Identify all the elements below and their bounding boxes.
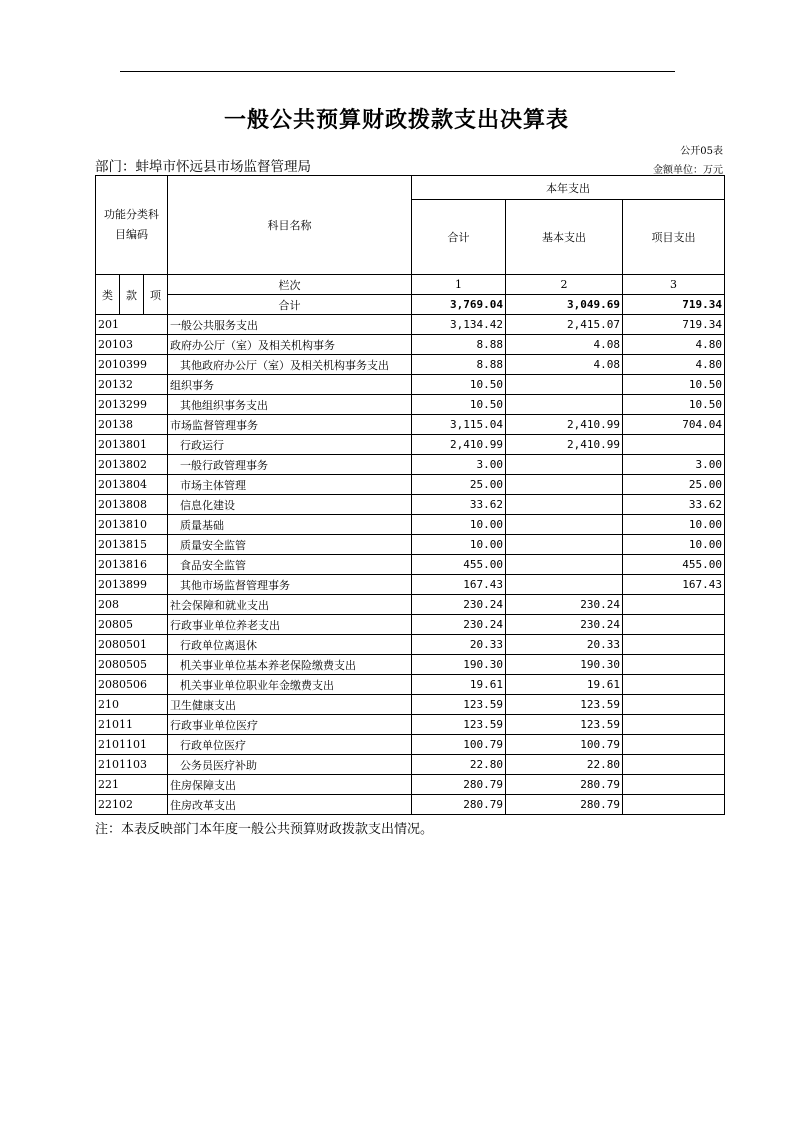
header-col-num-3: 3 [623, 275, 725, 295]
row-total: 455.00 [412, 555, 506, 575]
row-total: 230.24 [412, 595, 506, 615]
top-rule [120, 71, 675, 72]
row-code: 22102 [96, 795, 168, 815]
row-basic: 2,410.99 [506, 415, 623, 435]
row-code: 2013808 [96, 495, 168, 515]
row-basic [506, 535, 623, 555]
row-project: 455.00 [623, 555, 725, 575]
row-project [623, 695, 725, 715]
row-name: 行政单位离退休 [168, 635, 412, 655]
row-basic: 100.79 [506, 735, 623, 755]
row-name: 行政事业单位养老支出 [168, 615, 412, 635]
row-name: 住房保障支出 [168, 775, 412, 795]
row-project [623, 795, 725, 815]
row-project [623, 435, 725, 455]
header-col-project: 项目支出 [623, 200, 725, 275]
table-row [96, 695, 725, 715]
row-basic [506, 395, 623, 415]
row-code: 20103 [96, 335, 168, 355]
row-basic: 280.79 [506, 795, 623, 815]
row-total: 19.61 [412, 675, 506, 695]
header-kuan: 款 [120, 275, 144, 315]
row-total: 2,410.99 [412, 435, 506, 455]
row-total: 123.59 [412, 715, 506, 735]
row-basic: 2,415.07 [506, 315, 623, 335]
table-row [96, 795, 725, 815]
row-name: 一般公共服务支出 [168, 315, 412, 335]
row-total: 10.50 [412, 375, 506, 395]
row-code: 2101101 [96, 735, 168, 755]
row-total: 100.79 [412, 735, 506, 755]
row-code: 2013802 [96, 455, 168, 475]
row-project: 10.50 [623, 395, 725, 415]
table-row [96, 335, 725, 355]
table-row [96, 395, 725, 415]
row-basic [506, 495, 623, 515]
row-project: 10.00 [623, 535, 725, 555]
row-basic: 19.61 [506, 675, 623, 695]
row-total: 190.30 [412, 655, 506, 675]
table-row [96, 375, 725, 395]
row-basic: 4.08 [506, 335, 623, 355]
sum-total: 3,769.04 [412, 295, 506, 315]
row-project [623, 675, 725, 695]
header-lanci: 栏次 [168, 275, 412, 295]
header-year-expense: 本年支出 [412, 176, 725, 200]
row-name: 组织事务 [168, 375, 412, 395]
row-project: 719.34 [623, 315, 725, 335]
row-project: 25.00 [623, 475, 725, 495]
row-basic [506, 475, 623, 495]
row-total: 167.43 [412, 575, 506, 595]
row-basic [506, 455, 623, 475]
row-total: 3,115.04 [412, 415, 506, 435]
expense-table [95, 175, 725, 815]
row-name: 市场主体管理 [168, 475, 412, 495]
row-project: 10.50 [623, 375, 725, 395]
row-total: 20.33 [412, 635, 506, 655]
row-total: 8.88 [412, 355, 506, 375]
row-project [623, 755, 725, 775]
row-total: 280.79 [412, 775, 506, 795]
row-basic: 4.08 [506, 355, 623, 375]
sum-basic: 3,049.69 [506, 295, 623, 315]
row-project: 3.00 [623, 455, 725, 475]
row-basic: 2,410.99 [506, 435, 623, 455]
row-code: 2013299 [96, 395, 168, 415]
row-name: 其他市场监督管理事务 [168, 575, 412, 595]
table-row [96, 435, 725, 455]
table-row [96, 635, 725, 655]
row-total: 10.00 [412, 535, 506, 555]
table-row [96, 575, 725, 595]
row-code: 21011 [96, 715, 168, 735]
row-total: 8.88 [412, 335, 506, 355]
row-basic: 22.80 [506, 755, 623, 775]
form-number: 公开05表 [680, 146, 723, 157]
header-func-code: 功能分类科目编码 [96, 176, 168, 275]
header-col-basic: 基本支出 [506, 200, 623, 275]
row-code: 2010399 [96, 355, 168, 375]
row-project [623, 635, 725, 655]
row-code: 2101103 [96, 755, 168, 775]
table-row [96, 555, 725, 575]
row-total: 230.24 [412, 615, 506, 635]
row-total: 3,134.42 [412, 315, 506, 335]
table-row [96, 775, 725, 795]
row-name: 行政事业单位医疗 [168, 715, 412, 735]
row-name: 住房改革支出 [168, 795, 412, 815]
row-total: 10.50 [412, 395, 506, 415]
row-code: 201 [96, 315, 168, 335]
table-row [96, 675, 725, 695]
row-code: 2013816 [96, 555, 168, 575]
row-code: 2013804 [96, 475, 168, 495]
row-name: 一般行政管理事务 [168, 455, 412, 475]
table-row [96, 755, 725, 775]
row-project: 4.80 [623, 355, 725, 375]
table-row [96, 615, 725, 635]
row-code: 2080505 [96, 655, 168, 675]
table-row [96, 315, 725, 335]
table-row [96, 655, 725, 675]
footnote: 注：本表反映部门本年度一般公共预算财政拨款支出情况。 [95, 822, 434, 837]
header-col-total: 合计 [412, 200, 506, 275]
row-name: 政府办公厅（室）及相关机构事务 [168, 335, 412, 355]
row-code: 2013815 [96, 535, 168, 555]
row-name: 机关事业单位职业年金缴费支出 [168, 675, 412, 695]
row-name: 质量基础 [168, 515, 412, 535]
row-total: 3.00 [412, 455, 506, 475]
table-row [96, 415, 725, 435]
row-name: 机关事业单位基本养老保险缴费支出 [168, 655, 412, 675]
row-basic: 230.24 [506, 595, 623, 615]
row-total: 33.62 [412, 495, 506, 515]
row-code: 221 [96, 775, 168, 795]
row-name: 食品安全监管 [168, 555, 412, 575]
row-code: 2013810 [96, 515, 168, 535]
row-code: 20138 [96, 415, 168, 435]
row-basic: 190.30 [506, 655, 623, 675]
table-row [96, 355, 725, 375]
row-basic [506, 375, 623, 395]
row-code: 2013801 [96, 435, 168, 455]
row-name: 行政单位医疗 [168, 735, 412, 755]
row-total: 10.00 [412, 515, 506, 535]
row-code: 2080506 [96, 675, 168, 695]
row-basic: 230.24 [506, 615, 623, 635]
table-row [96, 535, 725, 555]
sum-project: 719.34 [623, 295, 725, 315]
row-project [623, 715, 725, 735]
sum-label: 合计 [168, 295, 412, 315]
row-project [623, 775, 725, 795]
row-total: 22.80 [412, 755, 506, 775]
row-project [623, 615, 725, 635]
header-xiang: 项 [144, 275, 168, 315]
row-project [623, 735, 725, 755]
row-code: 208 [96, 595, 168, 615]
row-basic: 123.59 [506, 715, 623, 735]
row-name: 其他政府办公厅（室）及相关机构事务支出 [168, 355, 412, 375]
amount-unit: 金额单位：万元 [653, 165, 723, 176]
page-title: 一般公共预算财政拨款支出决算表 [223, 107, 569, 133]
row-basic [506, 555, 623, 575]
department-label: 部门：蚌埠市怀远县市场监督管理局 [95, 159, 311, 175]
row-name: 信息化建设 [168, 495, 412, 515]
row-code: 2080501 [96, 635, 168, 655]
row-name: 行政运行 [168, 435, 412, 455]
row-name: 卫生健康支出 [168, 695, 412, 715]
table-row [96, 455, 725, 475]
table-row [96, 595, 725, 615]
row-total: 280.79 [412, 795, 506, 815]
row-basic: 20.33 [506, 635, 623, 655]
row-project [623, 655, 725, 675]
row-code: 20805 [96, 615, 168, 635]
header-subject-name: 科目名称 [168, 176, 412, 275]
row-project: 4.80 [623, 335, 725, 355]
row-name: 市场监督管理事务 [168, 415, 412, 435]
row-code: 20132 [96, 375, 168, 395]
row-project: 704.04 [623, 415, 725, 435]
row-code: 2013899 [96, 575, 168, 595]
header-col-num-2: 2 [506, 275, 623, 295]
table-row [96, 495, 725, 515]
row-code: 210 [96, 695, 168, 715]
row-name: 社会保障和就业支出 [168, 595, 412, 615]
header-col-num-1: 1 [412, 275, 506, 295]
row-project: 10.00 [623, 515, 725, 535]
row-name: 公务员医疗补助 [168, 755, 412, 775]
row-basic [506, 575, 623, 595]
row-project: 33.62 [623, 495, 725, 515]
row-project: 167.43 [623, 575, 725, 595]
table-row [96, 475, 725, 495]
row-name: 质量安全监管 [168, 535, 412, 555]
row-name: 其他组织事务支出 [168, 395, 412, 415]
row-basic: 280.79 [506, 775, 623, 795]
table-row [96, 715, 725, 735]
row-total: 25.00 [412, 475, 506, 495]
row-total: 123.59 [412, 695, 506, 715]
row-basic [506, 515, 623, 535]
row-basic: 123.59 [506, 695, 623, 715]
row-project [623, 595, 725, 615]
header-lei: 类 [96, 275, 120, 315]
table-row [96, 515, 725, 535]
table-row [96, 735, 725, 755]
